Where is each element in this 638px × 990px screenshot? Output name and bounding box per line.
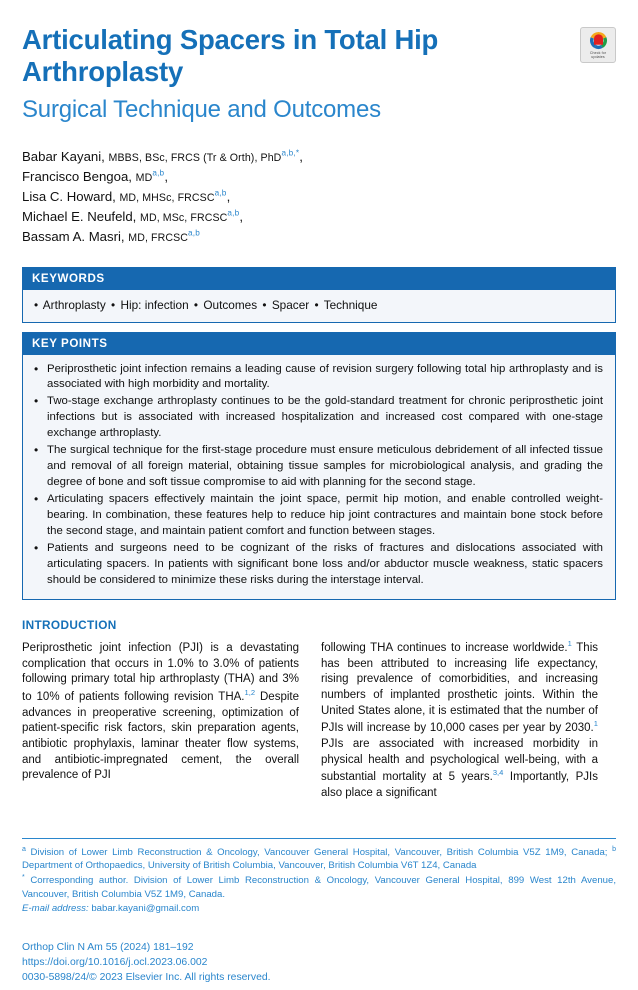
email-link[interactable]: babar.kayani@gmail.com (88, 902, 200, 914)
reference-marker: 3,4 (492, 768, 504, 778)
list-item: • Patients and surgeons need to be cognizant of the risks of fractures and dislocations associated with articulating spacers. In patients with significant bone loss and/or abductor muscle weakness, static spacers should be considered to minimize these risks during the interstage interval. (32, 541, 603, 589)
keyword-item: Hip: infection (120, 297, 189, 312)
page-title: Articulating Spacers in Total Hip Arthroplasty (22, 24, 439, 88)
author-row (22, 227, 616, 247)
author-row (22, 147, 616, 167)
intro-text-part3: PJIs are associated with increased morbidity in physical health and psychological well-being, with a substantial mortality at 5 years. (321, 737, 598, 784)
author-degrees: MD, FRCSC (128, 231, 189, 244)
page-subtitle: Surgical Technique and Outcomes (22, 95, 381, 123)
author-name: Francisco Bengoa, (22, 168, 132, 184)
body-column-right (321, 618, 598, 801)
intro-text-part2: This has been attributed to increasing life expectancy, rising prevalence of comorbidities, and increasing numbers of implanted prosthetic joints. Within the United States alone, it is estimated that the number of PJIs will increase by 10,000 cases per year by 2030. (321, 641, 598, 735)
author-row (22, 207, 616, 227)
reference-marker: 1 (567, 639, 572, 649)
key-points-box (22, 332, 616, 601)
intro-paragraph-left (22, 641, 299, 784)
keyword-bullet-icon: • (193, 297, 199, 312)
keyword-bullet-icon: • (314, 297, 319, 312)
crossmark-logo-icon (589, 31, 608, 50)
affiliation-marker-a: a (22, 846, 26, 853)
key-points-list (32, 362, 603, 590)
author-name: Babar Kayani, (22, 148, 105, 164)
keyword-bullet-icon: • (262, 297, 267, 312)
email-label: E-mail address: (22, 902, 89, 914)
author-degrees: MD (135, 171, 153, 184)
intro-text-part4: Importantly, PJIs also place a significant (321, 771, 599, 799)
keyword-item: Outcomes (203, 297, 258, 312)
corresponding-marker: * (22, 874, 25, 882)
section-heading-introduction: INTRODUCTION (22, 618, 117, 633)
keywords-box-header: KEYWORDS (23, 268, 615, 290)
author-row (22, 187, 616, 207)
affiliation-note (22, 845, 616, 872)
keyword-bullet-icon: • (111, 297, 116, 312)
author-name: Bassam A. Masri, (22, 228, 125, 244)
corresponding-author-note (22, 873, 616, 900)
crossmark-caption (590, 51, 606, 60)
author-name: Lisa C. Howard, (22, 188, 116, 204)
author-trail: , (226, 188, 231, 204)
keyword-item: Spacer (271, 297, 310, 312)
key-points-box-header: KEY POINTS (23, 333, 615, 355)
author-affiliation-sup: a,b (214, 188, 227, 198)
author-trail: , (164, 168, 168, 184)
keywords-box (22, 267, 616, 323)
intro-text-part1: Periprosthetic joint infection (PJI) is a devastating complication that occurs in 1.0% to 3.0% of patients following primary total hip arthroplasty (THA) and 3% to 10% of patients following revision THA. (22, 642, 299, 703)
author-affiliation-sup: a,b,* (281, 148, 300, 158)
list-item: • The surgical technique for the first-stage procedure must ensure meticulous debridement of all infected tissue and removal of all foreign material, obtaining tissue samples for microbiological analysis, and grading the degree of bone and soft tissue compromise to aid with planning for the second stage. (32, 443, 603, 491)
affiliation-text-b: Department of Orthopaedics, University of British Columbia, Vancouver, British Columbia V6T 1Z4, Canada (22, 860, 477, 872)
crossmark-check-for-updates-icon[interactable] (580, 27, 616, 63)
email-note (22, 902, 616, 915)
author-degrees: MD, MHSc, FRCSC (119, 191, 215, 204)
publication-footer (22, 940, 271, 985)
affiliation-text-a: Division of Lower Limb Reconstruction & Oncology, Vancouver General Hospital, Vancouver, British Columbia V5Z 1M9, Canada; (25, 847, 613, 859)
keywords-list (32, 297, 606, 314)
body-column-left (22, 618, 299, 801)
intro-text-part1: following THA continues to increase worldwide. (321, 641, 568, 654)
author-trail: , (299, 148, 303, 164)
reference-marker: 1,2 (244, 688, 256, 698)
list-item: • Two-stage exchange arthroplasty continues to be the gold-standard treatment for chronic periprosthetic joint infections but is associated with increased hospitalization and increased cost compared with one-stage exchange arthroplasty. (32, 394, 603, 442)
keyword-item: Arthroplasty (42, 297, 106, 312)
highlight-boxes (0, 247, 638, 600)
keyword-item: Technique (323, 297, 378, 312)
list-item: • Articulating spacers effectively maintain the joint space, permit hip motion, and enable controlled weight-bearing. In combination, these features help to reduce hip joint contractures and maintain bone stock before the second stage, and maintain patient comfort and function between stages. (32, 492, 603, 540)
list-item: • Periprosthetic joint infection remains a leading cause of revision surgery following total hip arthroplasty and is associated with high morbidity and mortality. (32, 362, 603, 394)
author-degrees: MD, MSc, FRCSC (140, 211, 228, 224)
corresponding-text: Corresponding author. Division of Lower Limb Reconstruction & Oncology, Vancouver General Hospital, 899 West 12th Avenue, Vancouver, British Columbia V5Z 1M9, Canada. (22, 875, 616, 900)
author-row (22, 167, 616, 187)
author-trail: , (239, 208, 244, 224)
copyright-notice: 0030-5898/24/© 2023 Elsevier Inc. All rights reserved. (22, 972, 271, 984)
crossmark-caption-line2: updates (591, 55, 605, 60)
keyword-bullet-icon: • (34, 297, 39, 312)
author-degrees: MBBS, BSc, FRCS (Tr & Orth), PhD (108, 151, 282, 164)
article-body (0, 600, 638, 801)
author-name: Michael E. Neufeld, (22, 208, 137, 224)
column-top-spacer (321, 618, 598, 639)
footnotes-block (22, 838, 616, 916)
key-points-box-body (23, 355, 615, 600)
title-block (0, 0, 638, 125)
author-affiliation-sup: a,b (227, 208, 240, 218)
keywords-box-body (23, 290, 615, 322)
intro-text-part2: Despite advances in preoperative screening, optimization of patient-specific risk factors, skin preparation agents, antibiotic prophylaxis, laminar theater flow systems, and antibiotic-impregnated cement, the overall prevalence of PJI (22, 690, 299, 782)
crossmark-caption-line1: Check for (589, 51, 607, 55)
author-affiliation-sup: a,b (152, 168, 165, 178)
author-affiliation-sup: a,b (188, 228, 201, 238)
reference-marker: 1 (593, 719, 598, 729)
footnote-divider (22, 838, 616, 839)
doi-link[interactable]: https://doi.org/10.1016/j.ocl.2023.06.002 (22, 957, 208, 969)
journal-citation: Orthop Clin N Am 55 (2024) 181–192 (22, 942, 194, 953)
intro-paragraph-right (321, 639, 598, 801)
author-list (0, 125, 638, 247)
affiliation-marker-b: b (612, 846, 616, 853)
